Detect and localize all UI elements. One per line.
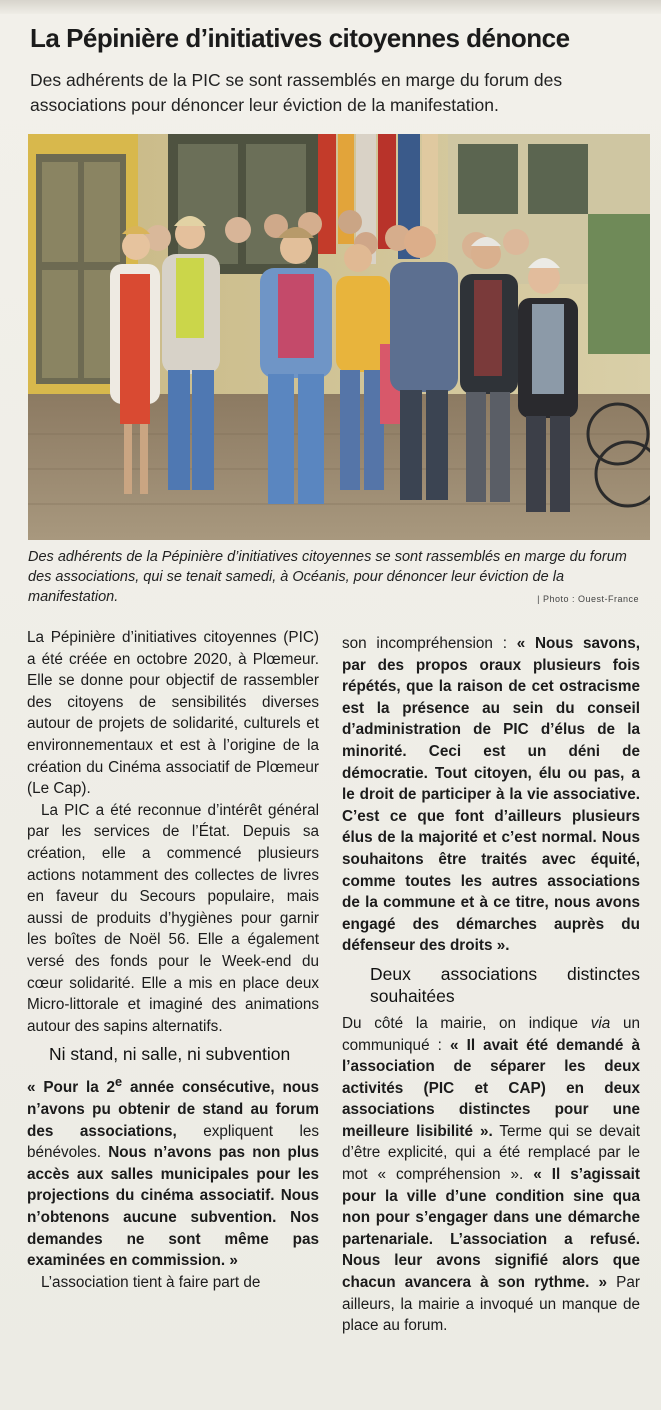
subheading-deux-associations: Deux associations distinctes souhaitées: [370, 963, 640, 1006]
mairie-lead-d: Par ailleurs, la mairie a invoqué un manque de place au forum.: [342, 1274, 640, 1335]
incomprehension-quote: « Nous savons, par des propos oraux plusieurs fois répétés, que la raison de cet ostracisme est la présence au sein du conseil d’administration de PIC d’élus de la minorité. Ceci est un déni de démocratie. Tout citoyen, élu ou pas, a le droit de participer à la vie associative. C’est ce que font d’ailleurs plusieurs élus de la majorité et c’est normal. Nous souhaitons être traités avec équité, comme toutes les autres associations de la commune et à ce titre, nous avons engagé des démarches auprès du défenseur des droits ».: [342, 635, 640, 955]
photo-caption: Des adhérents de la Pépinière d’initiatives citoyennes se sont rassemblés en marge du forum des associations, qui se tenait samedi, à Océanis, pour dénoncer leur éviction de la manifestation.: [28, 549, 627, 605]
paragraph-intro: La Pépinière d’initiatives citoyennes (PIC) a été créée en octobre 2020, à Plœmeur. Elle se donne pour objectif de rassembler des citoyens de sensibilités diverses autour de projets de solidarité, culturels et environnementaux et est à l’origine de la création du Cinéma associatif de Plœmeur (Le Cap).: [27, 629, 319, 798]
subheading-ni-stand: Ni stand, ni salle, ni subvention: [49, 1044, 291, 1065]
paragraph-quote-benevoles: [27, 1071, 319, 1271]
paragraph-mairie: [342, 1013, 640, 1337]
paragraph-association: L’association tient à faire part de: [41, 1273, 261, 1291]
mairie-lead-b: un communiqué :: [342, 1014, 640, 1054]
incomprehension-lead: son incompréhension :: [342, 635, 517, 652]
paper-fold-shadow: [0, 0, 661, 14]
article-column-left: [27, 627, 319, 1293]
paragraph-incomprehension: [342, 633, 640, 957]
article-column-right: [342, 633, 640, 1337]
quote-attribution: expliquent les bénévoles.: [27, 1122, 320, 1162]
paragraph-actions: La PIC a été reconnue d’intérêt général par les services de l’État. Depuis sa création, elle a commencé plusieurs actions notamment des collectes de livres en faveur du Secours populaire, mais aussi de produits d’hygiènes pour garnir les boîtes de Noël 56. Elle a également versé des fonds pour le Week-end du cœur solidarité. Elle a mis en place deux Micro-littorale et imaginé des animations autour des sapins alternatifs.: [27, 801, 319, 1035]
group-photo-illustration: [28, 134, 650, 540]
mairie-lead-c: Terme qui se devait d’être explicité, qui a été remplacé par le mot « compréhension ».: [342, 1122, 640, 1184]
group-photo: [28, 134, 650, 540]
mairie-lead-a: Du côté la mairie, on indique: [342, 1014, 591, 1032]
mairie-quote-b: « Il s’agissait pour la ville d’une condition sine qua non pour s’engager dans une démarche partenariale. L’association a refusé. Nous leur avons signifié alors que chacun avancera à son rythme. »: [342, 1166, 640, 1292]
photo-credit: | Photo : Ouest-France: [537, 594, 639, 604]
quote-part-c: Nous n’avons pas non plus accès aux salles municipales pour les projections du cinéma associatif. Nous n’obtenons aucune subvention. Nos demandes ne sont même pas examinées en commission. »: [27, 1144, 319, 1270]
mairie-quote-a: « Il avait été demandé à l’association de séparer les deux activités (PIC et CAP) en deux associations distinctes pour une meilleure lisibilité ».: [342, 1036, 640, 1140]
standfirst: Des adhérents de la PIC se sont rassemblés en marge du forum des associations pour dénoncer leur éviction de la manifestation.: [30, 70, 563, 115]
headline: La Pépinière d’initiatives citoyennes dénonce: [30, 23, 570, 53]
quote-part-b: année consécutive, nous n’avons pu obtenir de stand au forum des associations,: [27, 1079, 319, 1140]
mairie-via: via: [590, 1014, 611, 1032]
quote-superscript: e: [115, 1074, 123, 1090]
quote-part-a: « Pour la 2: [27, 1079, 116, 1097]
